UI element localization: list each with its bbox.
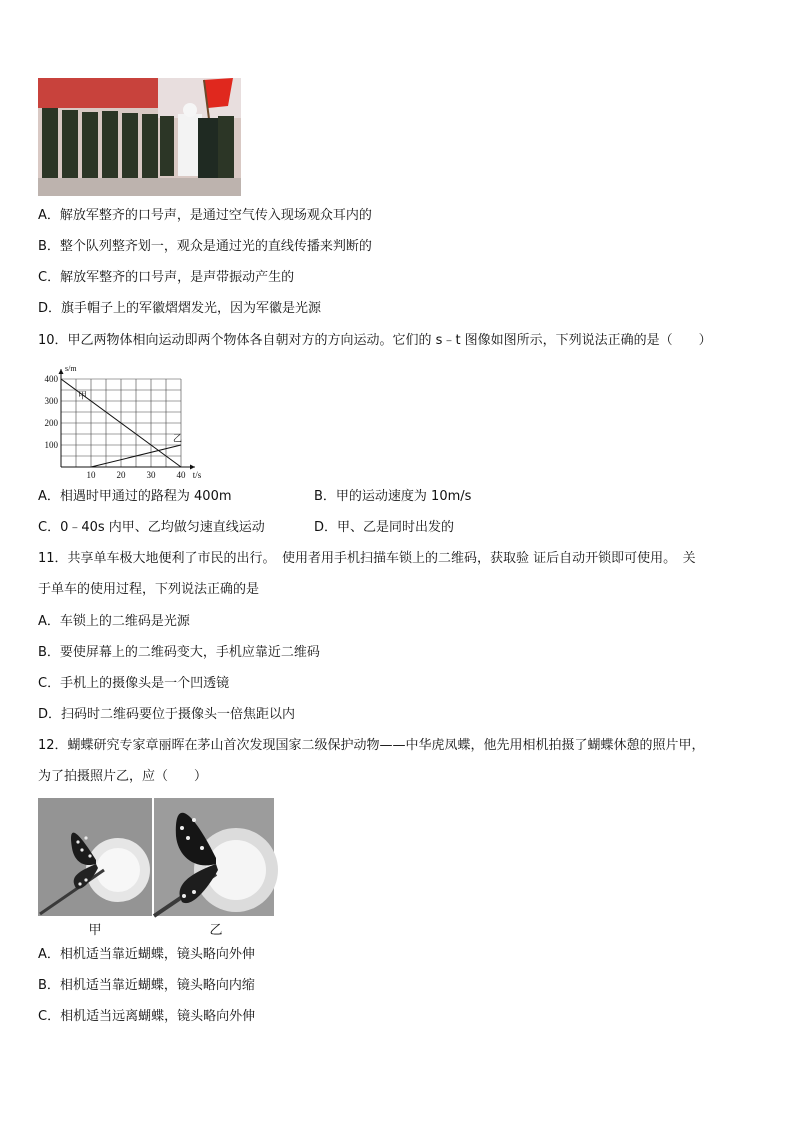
y-tick-label: 100: [44, 440, 58, 450]
x-axis-label: t/s: [192, 470, 202, 480]
y-tick-label: 200: [44, 418, 58, 428]
parade-photo: [38, 78, 241, 196]
chart-axes: [59, 369, 196, 470]
q9-option-a: A．解放军整齐的口号声，是通过空气传入现场观众耳内的: [38, 208, 372, 223]
q11-stem-line2: 于单车的使用过程，下列说法正确的是: [38, 582, 260, 597]
q12-option-c: C．相机适当远离蝴蝶，镜头略向外伸: [38, 1009, 256, 1024]
y-axis-label: s/m: [65, 364, 77, 373]
st-graph: [37, 358, 202, 483]
butterfly-photo-jia: [38, 798, 152, 916]
q10-option-b: B．甲的运动速度为 10m/s: [314, 489, 472, 504]
q10-stem: 10．甲乙两物体相向运动即两个物体各自朝对方的方向运动。它们的 s﹣t 图像如图所示，下列说法正确的是（ ）: [38, 333, 712, 348]
x-tick-label: 40: [176, 470, 186, 480]
q11-stem-line1: 11．共享单车极大地便利了市民的出行。 使用者用手机扫描车锁上的二维码，获取验 证后自动开锁即可使用。 关: [38, 551, 696, 566]
chart-labels: [45, 364, 202, 480]
q11-option-a: A．车锁上的二维码是光源: [38, 614, 190, 629]
q10-option-d: D．甲、乙是同时出发的: [314, 520, 455, 535]
q12-stem-line1: 12．蝴蝶研究专家章丽晖在茅山首次发现国家二级保护动物——中华虎凤蝶，他先用相机拍摄了蝴蝶休憩的照片甲，: [38, 738, 705, 753]
caption-yi: 乙: [209, 923, 223, 938]
x-tick-label: 20: [116, 470, 126, 480]
q10-option-c: C．0﹣40s 内甲、乙均做匀速直线运动: [38, 520, 265, 535]
q11-option-b: B．要使屏幕上的二维码变大，手机应靠近二维码: [38, 645, 320, 660]
q12-stem-line2: 为了拍摄照片乙，应（ ）: [38, 769, 208, 784]
q11-option-c: C．手机上的摄像头是一个凹透镜: [38, 676, 230, 691]
caption-jia: 甲: [88, 923, 102, 938]
y-axis-arrow: [59, 369, 64, 374]
x-tick-label: 10: [86, 470, 96, 480]
series-label-1: 乙: [173, 433, 183, 444]
x-axis-arrow: [190, 465, 195, 470]
y-tick-label: 400: [44, 374, 58, 384]
q9-option-b: B．整个队列整齐划一，观众是通过光的直线传播来判断的: [38, 239, 372, 254]
q9-option-d: D．旗手帽子上的军徽熠熠发光，因为军徽是光源: [38, 301, 322, 316]
q10-option-a: A．相遇时甲通过的路程为 400m: [38, 489, 232, 504]
series-label-0: 甲: [78, 390, 88, 401]
q9-option-c: C．解放军整齐的口号声，是声带振动产生的: [38, 270, 295, 285]
q12-option-a: A．相机适当靠近蝴蝶，镜头略向外伸: [38, 947, 255, 962]
q11-option-d: D．扫码时二维码要位于摄像头一倍焦距以内: [38, 707, 296, 722]
butterfly-photo-yi: [154, 798, 274, 916]
y-tick-label: 300: [44, 396, 58, 406]
x-tick-label: 30: [146, 470, 156, 480]
q12-option-b: B．相机适当靠近蝴蝶，镜头略向内缩: [38, 978, 255, 993]
